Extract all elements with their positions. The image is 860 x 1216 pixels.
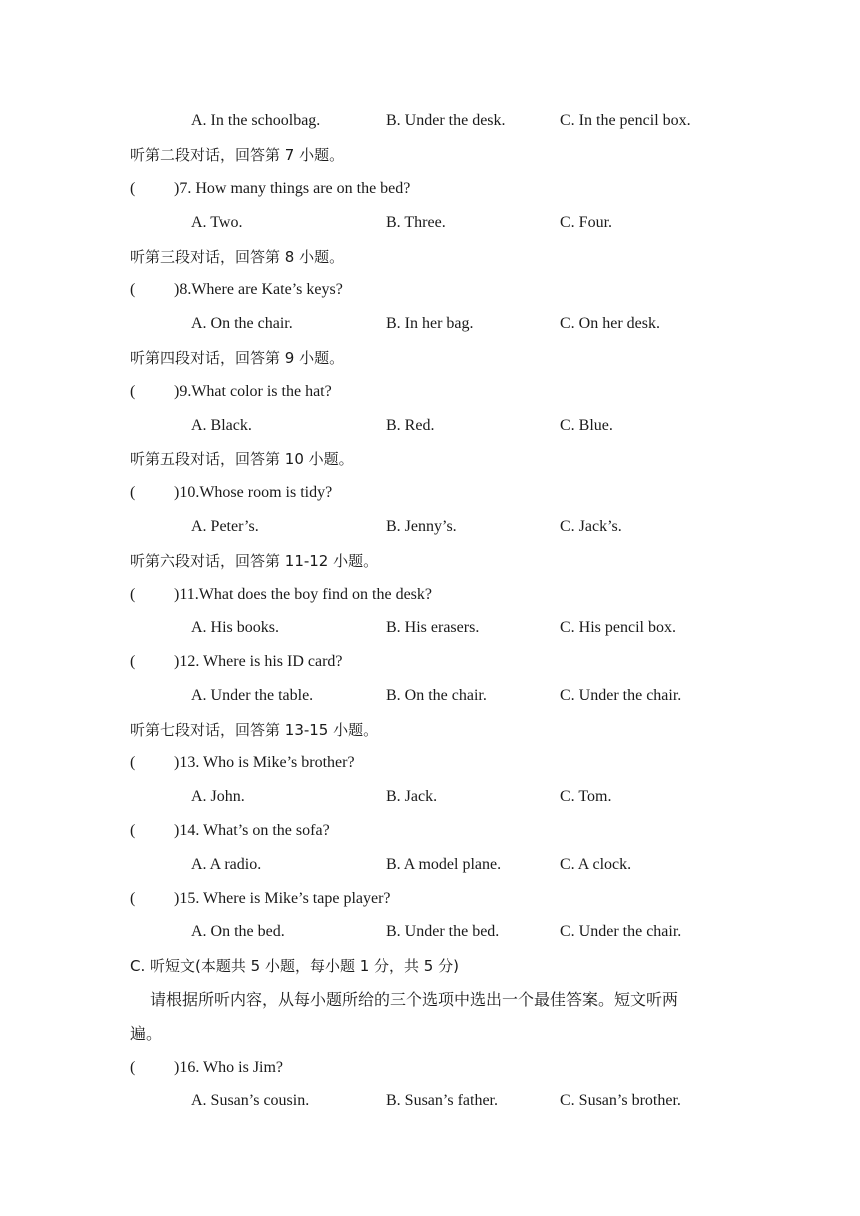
question-11-text: )11.What does the boy find on the desk?: [174, 586, 433, 603]
q7-option-c: C. Four.: [560, 214, 613, 231]
q9-option-a: A. Black.: [191, 417, 252, 434]
dialogue-6-heading: 听第六段对话，回答第 11-12 小题。: [130, 552, 379, 570]
q7-option-a: A. Two.: [191, 214, 243, 231]
dialogue-3-heading: 听第三段对话，回答第 8 小题。: [130, 248, 345, 266]
question-7-text: )7. How many things are on the bed?: [174, 180, 411, 197]
question-9-text: )9.What color is the hat?: [174, 383, 332, 400]
section-c-heading: C. 听短文(本题共 5 小题，每小题 1 分，共 5 分): [130, 957, 459, 975]
q13-options-row: [0, 780, 860, 814]
answer-blank[interactable]: (: [130, 754, 136, 771]
q6-option-a: A. In the schoolbag.: [191, 112, 321, 129]
question-16-text: )16. Who is Jim?: [174, 1059, 284, 1076]
answer-blank[interactable]: (: [130, 484, 136, 501]
question-7: [130, 172, 860, 206]
q13-option-b: B. Jack.: [386, 788, 438, 805]
q11-option-c: C. His pencil box.: [560, 619, 676, 636]
q8-option-b: B. In her bag.: [386, 315, 474, 332]
question-8-text: )8.Where are Kate’s keys?: [174, 281, 343, 298]
question-16: [130, 1051, 860, 1085]
q10-option-b: B. Jenny’s.: [386, 518, 457, 535]
answer-blank[interactable]: (: [130, 180, 136, 197]
q8-option-c: C. On her desk.: [560, 315, 660, 332]
q12-options-row: [0, 679, 860, 713]
q16-option-b: B. Susan’s father.: [386, 1092, 498, 1109]
section-c-instruction-line-2: 遍。: [130, 1024, 163, 1043]
q15-option-c: C. Under the chair.: [560, 923, 682, 940]
q16-options-row: [0, 1084, 860, 1118]
question-10-text: )10.Whose room is tidy?: [174, 484, 333, 501]
q6-option-c: C. In the pencil box.: [560, 112, 691, 129]
q11-option-a: A. His books.: [191, 619, 280, 636]
q15-options-row: [0, 915, 860, 949]
answer-blank[interactable]: (: [130, 822, 136, 839]
q16-option-a: A. Susan’s cousin.: [191, 1092, 310, 1109]
q11-option-b: B. His erasers.: [386, 619, 480, 636]
question-13: [130, 746, 860, 780]
q12-option-c: C. Under the chair.: [560, 687, 682, 704]
q6-options-row: [0, 104, 860, 138]
dialogue-2-heading: 听第二段对话，回答第 7 小题。: [130, 146, 345, 164]
answer-blank[interactable]: (: [130, 586, 136, 603]
q11-options-row: [0, 611, 860, 645]
question-15-text: )15. Where is Mike’s tape player?: [174, 890, 391, 907]
q10-option-c: C. Jack’s.: [560, 518, 622, 535]
dialogue-7-heading: 听第七段对话，回答第 13-15 小题。: [130, 721, 379, 739]
dialogue-4-heading: 听第四段对话，回答第 9 小题。: [130, 349, 345, 367]
q8-option-a: A. On the chair.: [191, 315, 293, 332]
section-c-instruction-line-1: 请根据所听内容，从每小题所给的三个选项中选出一个最佳答案。短文听两: [150, 990, 679, 1009]
question-12-text: )12. Where is his ID card?: [174, 653, 343, 670]
q15-option-b: B. Under the bed.: [386, 923, 500, 940]
q15-option-a: A. On the bed.: [191, 923, 285, 940]
q14-option-c: C. A clock.: [560, 856, 632, 873]
dialogue-5-heading: 听第五段对话，回答第 10 小题。: [130, 450, 354, 468]
question-12: [130, 645, 860, 679]
q13-option-a: A. John.: [191, 788, 245, 805]
q9-option-b: B. Red.: [386, 417, 435, 434]
question-15: [130, 882, 860, 916]
q16-option-c: C. Susan’s brother.: [560, 1092, 681, 1109]
q10-options-row: [0, 510, 860, 544]
q14-options-row: [0, 848, 860, 882]
answer-blank[interactable]: (: [130, 1059, 136, 1076]
q6-option-b: B. Under the desk.: [386, 112, 506, 129]
question-8: [130, 273, 860, 307]
q12-option-a: A. Under the table.: [191, 687, 314, 704]
question-9: [130, 375, 860, 409]
q14-option-a: A. A radio.: [191, 856, 262, 873]
q14-option-b: B. A model plane.: [386, 856, 502, 873]
answer-blank[interactable]: (: [130, 383, 136, 400]
q9-options-row: [0, 409, 860, 443]
q7-options-row: [0, 206, 860, 240]
answer-blank[interactable]: (: [130, 653, 136, 670]
q8-options-row: [0, 307, 860, 341]
q10-option-a: A. Peter’s.: [191, 518, 259, 535]
q9-option-c: C. Blue.: [560, 417, 613, 434]
question-10: [130, 476, 860, 510]
question-11: [130, 578, 860, 612]
answer-blank[interactable]: (: [130, 281, 136, 298]
q7-option-b: B. Three.: [386, 214, 446, 231]
question-14-text: )14. What’s on the sofa?: [174, 822, 330, 839]
question-14: [130, 814, 860, 848]
q12-option-b: B. On the chair.: [386, 687, 487, 704]
question-13-text: )13. Who is Mike’s brother?: [174, 754, 355, 771]
q13-option-c: C. Tom.: [560, 788, 612, 805]
answer-blank[interactable]: (: [130, 890, 136, 907]
